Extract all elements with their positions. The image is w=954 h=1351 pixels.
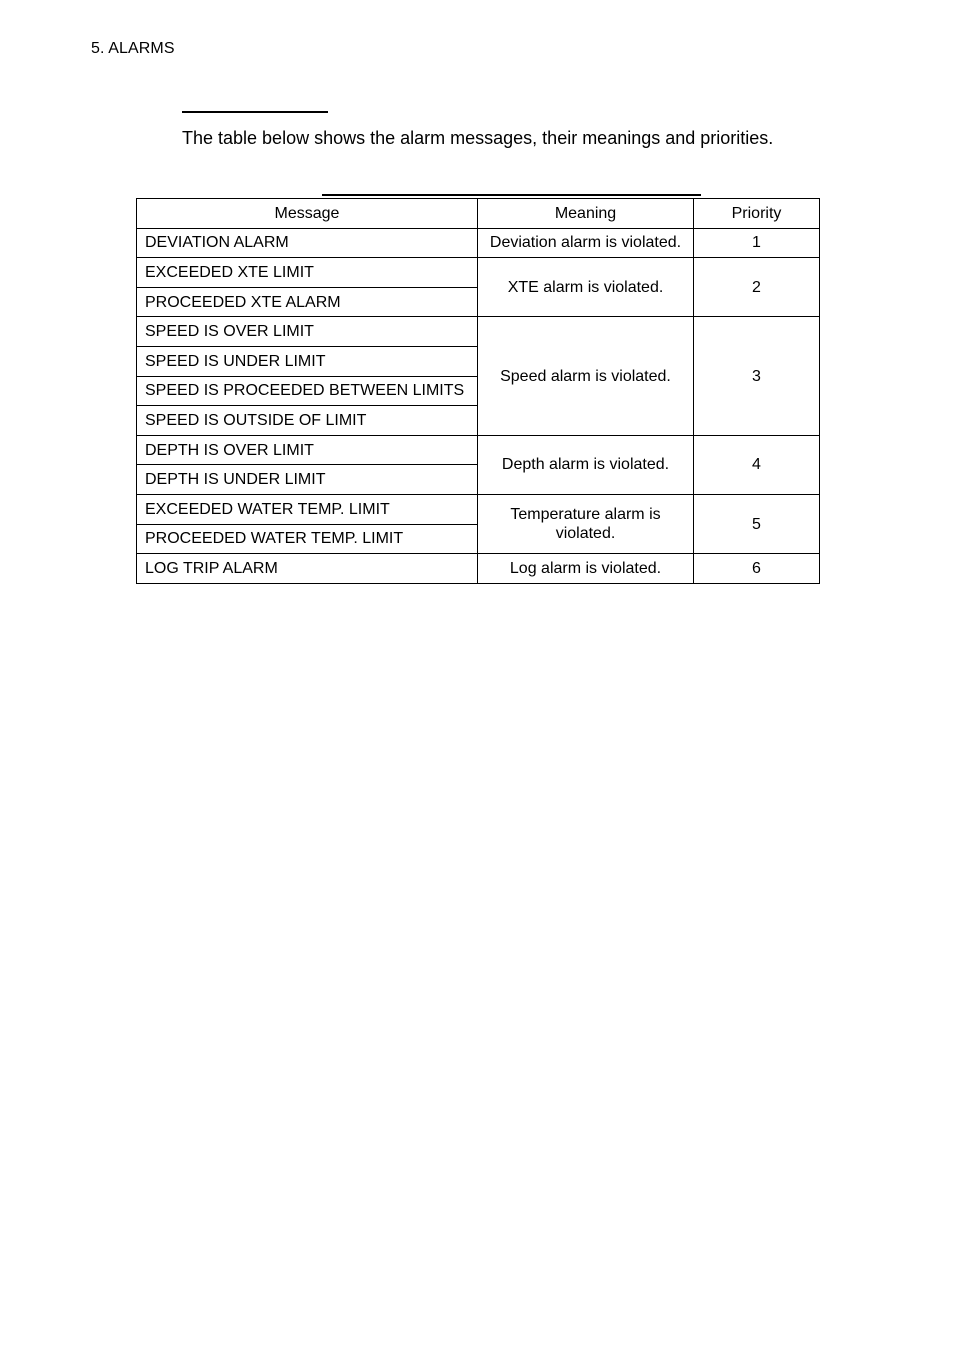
header-meaning: Meaning [478,199,694,229]
header-priority: Priority [694,199,820,229]
alarm-message-cell: DEPTH IS UNDER LIMIT [137,465,478,495]
table-caption-rule [322,194,701,196]
alarm-priority-cell: 5 [694,494,820,553]
alarm-meaning-cell: XTE alarm is violated. [478,258,694,317]
alarm-meaning-cell: Speed alarm is violated. [478,317,694,435]
table-row [137,494,820,524]
alarm-message-cell: DEVIATION ALARM [137,228,478,258]
alarm-message-cell: SPEED IS PROCEEDED BETWEEN LIMITS [137,376,478,406]
alarm-message-cell: DEPTH IS OVER LIMIT [137,435,478,465]
alarm-meaning-cell: Depth alarm is violated. [478,435,694,494]
alarm-meaning-cell: Temperature alarm is violated. [478,494,694,553]
section-heading-rule [182,111,328,113]
alarm-priority-cell: 6 [694,554,820,584]
alarm-priority-cell: 2 [694,258,820,317]
table-header-row [137,199,820,229]
table-row [137,317,820,347]
alarm-message-cell: SPEED IS UNDER LIMIT [137,346,478,376]
alarm-message-cell: PROCEEDED WATER TEMP. LIMIT [137,524,478,554]
alarm-priority-cell: 3 [694,317,820,435]
alarm-message-cell: EXCEEDED WATER TEMP. LIMIT [137,494,478,524]
header-message: Message [137,199,478,229]
table-row [137,435,820,465]
table-row [137,228,820,258]
alarm-message-cell: SPEED IS OUTSIDE OF LIMIT [137,406,478,436]
alarm-priority-cell: 4 [694,435,820,494]
alarm-table-body [137,228,820,583]
alarm-table [136,198,820,584]
table-row [137,554,820,584]
alarm-message-cell: PROCEEDED XTE ALARM [137,287,478,317]
alarm-message-cell: LOG TRIP ALARM [137,554,478,584]
running-header: 5. ALARMS [91,40,175,57]
alarm-meaning-cell: Deviation alarm is violated. [478,228,694,258]
alarm-priority-cell: 1 [694,228,820,258]
alarm-message-cell: EXCEEDED XTE LIMIT [137,258,478,288]
table-row [137,258,820,288]
alarm-meaning-cell: Log alarm is violated. [478,554,694,584]
alarm-message-cell: SPEED IS OVER LIMIT [137,317,478,347]
intro-text: The table below shows the alarm messages, their meanings and priorities. [182,128,774,148]
